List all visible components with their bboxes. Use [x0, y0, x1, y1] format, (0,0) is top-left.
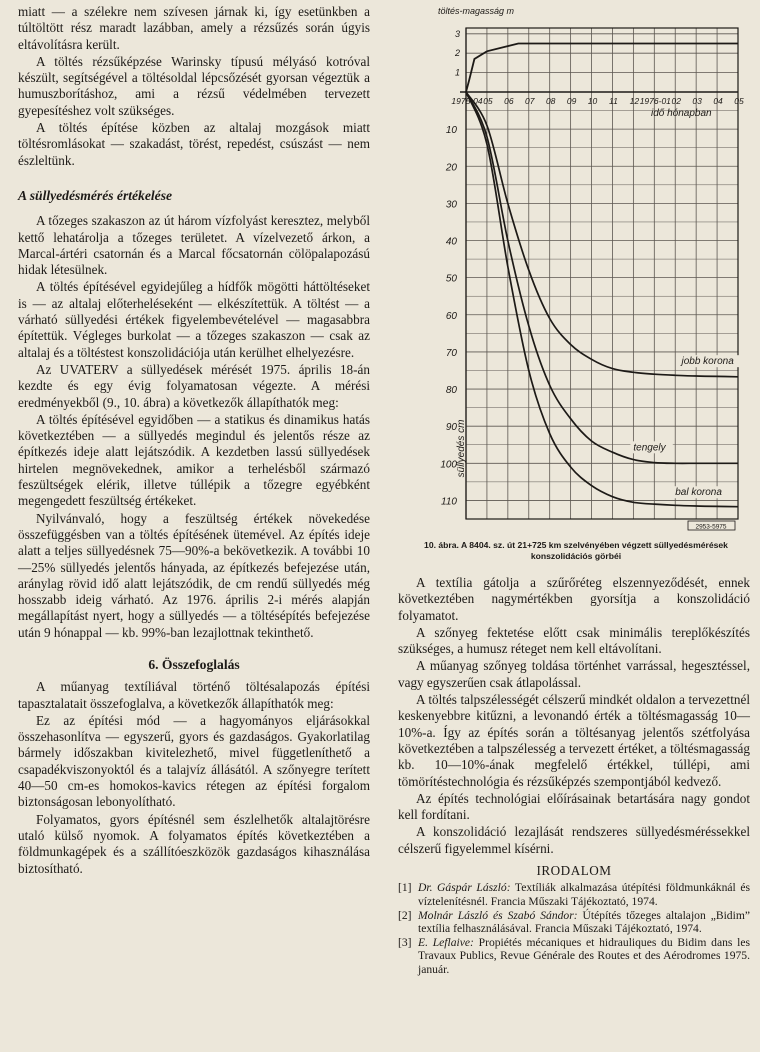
y-tick-label: 40 [445, 236, 457, 248]
y-tick-label: 100 [440, 459, 457, 471]
y-tick-label: 80 [445, 385, 457, 397]
y-axis-label: süllyedés cm [456, 419, 467, 478]
reference-number: [1] [398, 881, 412, 895]
x-tick-label: 03 [692, 96, 702, 106]
settlement-chart [398, 2, 754, 532]
paragraph: A műanyag szőnyeg toldása történhet varrással, hegesztéssel, vagy egyszerűen csak átlapolással. [398, 658, 750, 690]
paragraph: Az UVATERV a süllyedések mérését 1975. április 18-án kezdte és egy évig folyamatosan végezte. A mérési eredményekből (9., 10. ábra) a következők állapíthatók meg: [18, 361, 370, 410]
fill-height-line [466, 44, 738, 93]
paragraph: A töltés építésével egyidőben — a statikus és dinamikus hatás következtében — a süllyedés megindul és jelentős része az építkezés ideje alatt lejátszódik. A kezdetben lassú süllyedések hirtelen megnövekednek, amikor a terhelésből származó feszültségek elérik, illetve túllépik a tőzegre egyébként megengedett feszültség értékeket. [18, 411, 370, 509]
x-axis-label: idő hónapban [651, 108, 712, 119]
paragraph: A töltés építése közben az altalaj mozgások miatt töltésromlásokat — szakadást, törést, repedést, csúszást — nem észleltünk. [18, 120, 370, 168]
series-label: tengely [633, 442, 666, 454]
height-tick-label: 1 [454, 67, 460, 78]
x-tick-label: 05 [483, 96, 493, 106]
paragraph: A töltés rézsűképzése Warinsky típusú mélyásó kotróval készült, segítségével a töltésoldal lépcsőzését gyorsan végeztük a humuszborításhoz, ami a rézsű védelmében tervezett gyepesítéshez volt szükséges. [18, 53, 370, 118]
paragraph: A tőzeges szakaszon az út három vízfolyást keresztez, melyből kettő lehatárolja a tőzeges területet. A vízelvezető árkon, a Marcal-ártéri csatornán és a Marcal főcsatornán cölöpalapozású hidak létesülnek. [18, 213, 370, 278]
reference-list [398, 881, 750, 976]
height-axis-label: töltés-magasság m [438, 6, 515, 16]
figure-caption: 10. ábra. A 8404. sz. út 21+725 km szelvényében végzett süllyedésmérések konszolidációs görbéi [424, 540, 728, 561]
y-tick-label: 10 [445, 125, 457, 137]
y-tick-label: 90 [445, 422, 457, 434]
x-tick-label: 06 [504, 96, 514, 106]
reference-item [398, 881, 750, 908]
x-tick-label: 1975-04 [451, 96, 483, 106]
references-title: IRODALOM [536, 863, 612, 879]
code-stamp: 2953-5975 [695, 523, 727, 531]
paragraph: A konszolidáció lezajlását rendszeres süllyedésméréssekkel célszerű figyelemmel kísérni. [398, 824, 750, 856]
y-tick-label: 60 [445, 310, 457, 322]
left-text-column [18, 4, 370, 878]
x-tick-label: 05 [734, 96, 744, 106]
reference-text: Propiétés mécaniques et hidrauliques du Bidim dans les Travaux Publics, Revue Générale des Routes et des Aérodromes 1975. január. [418, 935, 750, 976]
paragraph: A töltés talpszélességét célszerű mindkét oldalon a tervezettnél keskenyebbre kitűzni, a levonandó érték a töltésmagasság 10—10%-a. Így az építés során a töltésanyag jelentős szétfolyása következtében a talpszélesség a tervezett értéket, a töltésmagasság kb. 10—10%-ának megfelelő értékkel, túllépi, ami tömörítéstechnológia és rézsűképzés szempontjából kedvező. [398, 692, 750, 789]
paragraph: Folyamatos, gyors építésnél sem észlelhetők altalajtörésre utaló külső nyomok. A folyamatos építés következtében a földmunkagépek és a szállítóeszközök gazdaságos kihasználása biztosítható. [18, 811, 370, 876]
reference-item [398, 936, 750, 977]
paragraph: A textília gátolja a szűrőréteg elszennyeződését, ennek következtében nagymértékben gyorsítja a konszolidáció folyamatot. [398, 575, 750, 623]
x-tick-label: 08 [545, 96, 556, 106]
paragraph: A töltés építésével egyidejűleg a hídfők mögötti háttöltéseket is — az altalaj előterheléseként — elkészítettük. A töltést — a várható süllyedési értékek figyelembevételével — magasabbra építettük. Végleges burkolat — a tőzeges szakaszon — csak az altalaj és a töltéstest konszolidációja után kerülhet elhelyezésre. [18, 279, 370, 360]
y-tick-label: 50 [445, 273, 457, 285]
y-tick-label: 30 [445, 199, 457, 211]
paragraph: Az építés technológiai előírásainak betartására nagy gondot kell fordítani. [398, 790, 750, 823]
x-tick-label: 11 [609, 96, 618, 106]
reference-author: Molnár László és Szabó Sándor: [418, 908, 578, 922]
reference-author: Dr. Gáspár László: [418, 881, 511, 895]
series-label: jobb korona [681, 356, 734, 368]
y-tick-label: 20 [445, 162, 457, 174]
subsection-heading: A süllyedésmérés értékelése [18, 187, 173, 203]
reference-author: E. Leflaive: [418, 935, 474, 949]
x-tick-label: 12 [629, 96, 640, 106]
x-tick-label: 04 [713, 96, 723, 106]
reference-item [398, 909, 750, 936]
series-label: bal korona [675, 487, 722, 499]
section-heading: 6. Összefoglalás [148, 656, 240, 672]
reference-text: Útépítés tőzeges altalajon „Bidim” textília felhasználásával. Francia Műszaki Tájékoztató, 1974. [418, 908, 750, 936]
x-tick-label: 1976-01 [639, 96, 671, 106]
height-tick-label: 2 [454, 48, 460, 59]
y-tick-label: 70 [445, 347, 457, 359]
paragraph: A műanyag textíliával történő töltésalapozás építési tapasztalatait összefoglalva, a következők állapíthatók meg: [18, 679, 370, 711]
x-tick-label: 10 [587, 96, 598, 106]
reference-number: [3] [398, 935, 412, 949]
paragraph: A szőnyeg fektetése előtt csak minimális tereplőkészítés szükséges, a humusz réteget nem kell eltávolítani. [398, 624, 750, 657]
paragraph: Nyilvánvaló, hogy a feszültség értékek növekedése összefüggésben van a töltés építésének ütemével. Az építés ideje alatt a teljes süllyedésnek 75—90%-a bekövetkezik. A további 10—25% süllyedés jelentős hányada, az építkezés befejezése után, aránylag rövid idő alatt lejátszódik, de cm rendű süllyedés még hosszabb ideig várható. Az 1976. április 2-i mérés alapján megállapítást nyert, hogy a süllyedés — a töltésépítés befejezése után 9 hónappal — kb. 99%-ban lezajlottnak tekinthető. [18, 510, 370, 640]
x-tick-label: 07 [525, 96, 535, 106]
y-tick-label: 110 [441, 496, 457, 508]
right-text-column [398, 575, 750, 977]
paragraph: Ez az építési mód — a hagyományos eljárásokkal összehasonlítva — egyszerű, gyors és gazdaságos. Gyakorlatilag bármely időszakban kivitelezhető, mivel függetleníthető a csapadékviszonyoktól és a talajvíz állásától. A szőnyegre terített 40—50 cm-es homokos-kavics rétegen az építési forgalom biztonságosan lebonyolítható. [18, 712, 370, 810]
height-tick-label: 3 [454, 28, 460, 39]
x-tick-label: 09 [566, 96, 577, 106]
reference-text: Textíliák alkalmazása útépítési földmunkáknál és víztelenítésnél. Francia Műszaki Tájékoztató, 1974. [418, 881, 750, 908]
reference-number: [2] [398, 908, 412, 922]
x-tick-label: 02 [671, 96, 681, 106]
paragraph: miatt — a szélekre nem szívesen járnak ki, így esetünkben a túltöltött rész maradt lazábban, amely a rézsűzés során úgyis eltávolításra került. [18, 4, 370, 52]
